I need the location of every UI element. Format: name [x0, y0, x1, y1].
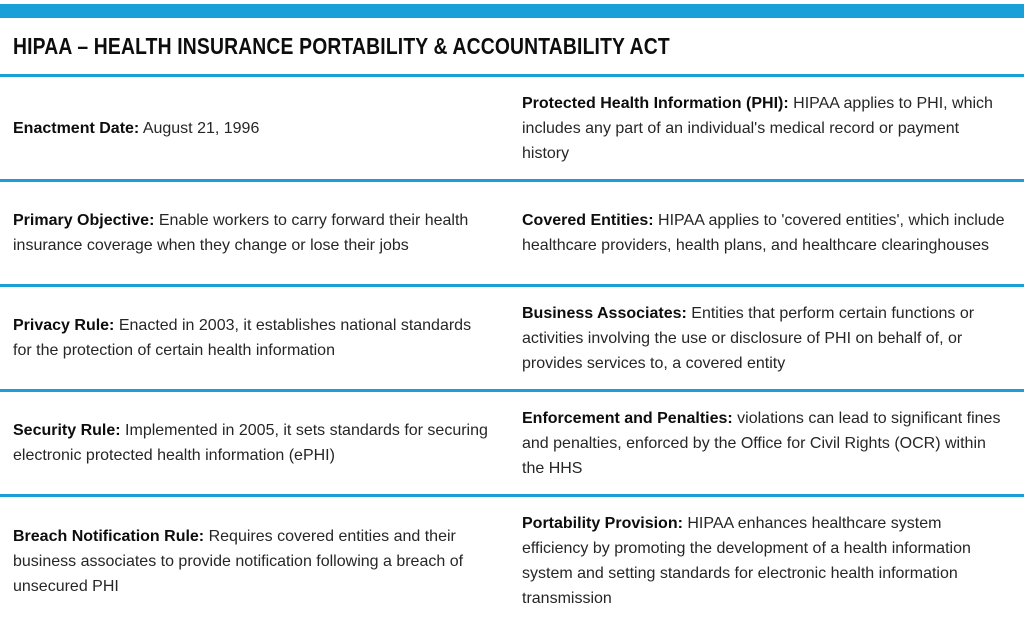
fact-text: Requires covered entities and their business associates to provide notification following a breach of unsecured PHI [13, 527, 464, 595]
fact-label: Primary Objective: [13, 212, 155, 229]
table-row [0, 392, 1024, 497]
fact-text: HIPAA applies to 'covered entities', which include healthcare providers, health plans, and healthcare clearinghouses [522, 212, 1005, 254]
fact-cell-privacy-rule [0, 313, 512, 363]
fact-cell-security-rule [0, 418, 512, 468]
fact-cell-primary-objective [0, 208, 512, 258]
fact-text: August 21, 1996 [142, 119, 260, 137]
fact-label: Business Associates: [522, 304, 687, 322]
fact-label: Security Rule: [13, 422, 121, 439]
fact-text: Entities that perform certain functions or activities involving the use or disclosure of PHI on behalf of, or provides services to, a covered entity [522, 304, 975, 372]
fact-text: HIPAA applies to PHI, which includes any part of an individual's medical record or payment history [522, 94, 993, 162]
table-row [0, 497, 1024, 625]
document-header [0, 18, 1024, 77]
fact-cell-enactment-date [0, 116, 512, 141]
table-row [0, 182, 1024, 287]
fact-label: Enforcement and Penalties: [522, 409, 733, 427]
table-row [0, 77, 1024, 182]
fact-label: Privacy Rule: [13, 317, 115, 334]
fact-cell-enforcement-penalties [512, 406, 1024, 481]
fact-table [0, 77, 1024, 625]
page-title: HIPAA – HEALTH INSURANCE PORTABILITY & ACCOUNTABILITY ACT [13, 32, 670, 59]
fact-label: Protected Health Information (PHI): [522, 94, 789, 112]
fact-cell-covered-entities [512, 208, 1024, 258]
table-row [0, 287, 1024, 392]
fact-text: Implemented in 2005, it sets standards for securing electronic protected health information (ePHI) [13, 422, 488, 464]
fact-text: HIPAA enhances healthcare system efficiency by promoting the development of a health information system and setting standards for electronic health information transmission [522, 515, 971, 607]
fact-label: Portability Provision: [522, 515, 683, 532]
fact-label: Breach Notification Rule: [13, 527, 205, 545]
fact-text: Enacted in 2003, it establishes national standards for the protection of certain health information [13, 317, 472, 359]
fact-text: Enable workers to carry forward their health insurance coverage when they change or lose their jobs [13, 212, 469, 254]
fact-cell-breach-notification [0, 524, 512, 599]
fact-cell-portability-provision [512, 511, 1024, 611]
fact-text: violations can lead to significant fines and penalties, enforced by the Office for Civil Rights (OCR) within the HHS [522, 409, 1001, 477]
top-accent-bar [0, 4, 1024, 18]
fact-label: Enactment Date: [13, 119, 140, 137]
fact-cell-phi [512, 91, 1024, 166]
fact-label: Covered Entities: [522, 212, 654, 229]
fact-cell-business-associates [512, 301, 1024, 376]
